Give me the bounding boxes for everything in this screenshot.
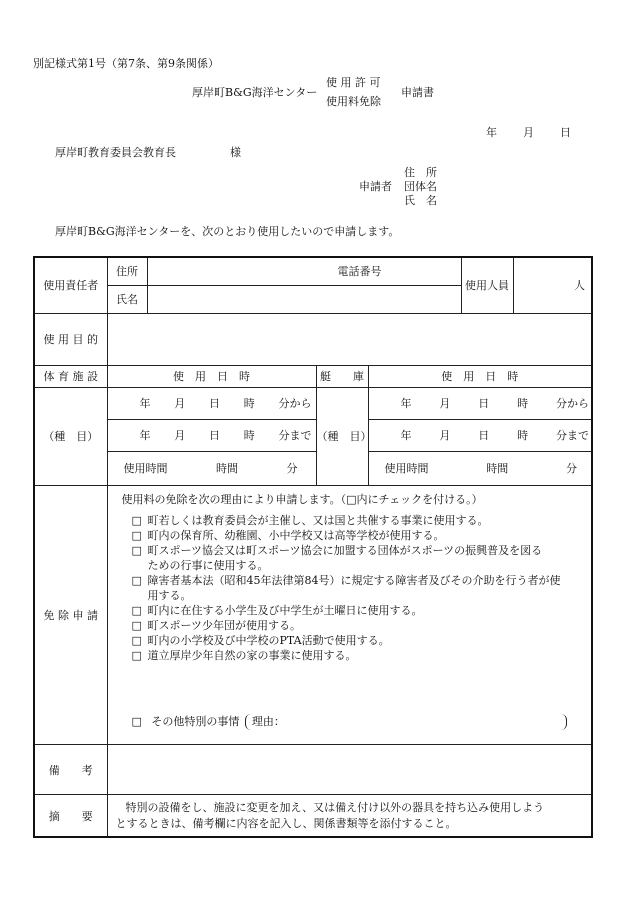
exemption-item-checkbox[interactable]: □ (131, 633, 142, 647)
boathouse-datetime-label: 使 用 日 時 (368, 365, 592, 387)
group-label: 団体名 (404, 180, 437, 193)
honorific: 様 (230, 146, 241, 159)
exemption-item (132, 603, 584, 618)
gym-end-year: 年 (139, 429, 151, 443)
gym-end-until: 分まで (278, 429, 312, 443)
manager-name-field[interactable] (147, 285, 461, 313)
boathouse-start-hour: 時 (517, 397, 529, 411)
exemption-other-row (132, 714, 567, 730)
gym-usage-time-label: 使用時間 (123, 462, 168, 476)
exemption-item-checkbox[interactable]: □ (131, 648, 142, 662)
type-option-permission: 使 用 許 可 (326, 76, 381, 89)
boathouse-start-year: 年 (400, 397, 412, 411)
manager-address-label: 住所 (107, 257, 147, 285)
users-label: 使用人員 (461, 257, 513, 313)
gym-start-from: 分から (278, 397, 312, 411)
exemption-reason-list (132, 513, 584, 663)
gym-start-datetime-field[interactable] (107, 387, 316, 419)
type-option-exemption: 使用料免除 (326, 95, 381, 108)
manager-name-label: 氏名 (107, 285, 147, 313)
gym-usage-time-field[interactable] (107, 451, 316, 485)
gym-end-datetime-field[interactable] (107, 419, 316, 451)
date-year: 年 (486, 126, 497, 139)
exemption-item-checkbox[interactable]: □ (131, 573, 142, 587)
boathouse-start-datetime-field[interactable] (368, 387, 592, 419)
boathouse-usage-hours: 時間 (486, 462, 509, 476)
exemption-item (132, 573, 584, 588)
address-label: 住 所 (404, 166, 437, 179)
exemption-item-text: 町スポーツ協会又は町スポーツ協会に加盟する団体がスポーツの振興普及を図る (147, 543, 543, 557)
boathouse-end-until: 分まで (556, 429, 589, 443)
users-field[interactable] (513, 257, 592, 313)
gym-end-day: 日 (209, 429, 220, 443)
gym-usage-hours: 時間 (216, 462, 238, 476)
exemption-item-text: 町内に在住する小学生及び中学生が土曜日に使用する。 (147, 603, 423, 617)
exemption-item (132, 543, 584, 558)
exemption-item-checkbox[interactable]: □ (131, 543, 142, 557)
exemption-label: 免 除 申 請 (34, 485, 107, 744)
exemption-item-text: 障害者基本法（昭和45年法律第84号）に規定する障害者及びその介助を行う者が使 (147, 573, 561, 587)
exemption-reason-label: 理由： (251, 714, 285, 728)
exemption-item (132, 513, 584, 528)
gym-start-month: 月 (174, 397, 186, 411)
summary-line-2: とするときは、備考欄に内容を記入し、関係書類等を添付すること。 (115, 816, 457, 830)
summary-label-text: 摘 要 (48, 809, 93, 823)
exemption-item-text: 道立厚岸少年自然の家の事業に使用する。 (147, 648, 357, 662)
exemption-reason-field[interactable] (245, 714, 567, 730)
phone-label: 電話番号 (337, 265, 382, 278)
exemption-item-checkbox[interactable]: □ (131, 618, 142, 632)
boathouse-label: 艇 庫 (316, 365, 368, 387)
boathouse-end-month: 月 (439, 429, 451, 443)
application-form-table (33, 256, 593, 838)
document-kind: 申請書 (401, 86, 434, 99)
boathouse-end-day: 日 (478, 429, 490, 443)
gym-start-hour: 時 (243, 397, 255, 411)
intro-text: 厚岸町B&G海洋センターを、次のとおり使用したいので申請します。 (55, 225, 400, 238)
exemption-section (107, 485, 592, 744)
exemption-item (132, 633, 584, 648)
exemption-item (132, 528, 584, 543)
summary-label (34, 795, 107, 837)
gym-end-hour: 時 (243, 429, 255, 443)
exemption-item-checkbox[interactable]: □ (131, 528, 142, 542)
boathouse-usage-minutes: 分 (566, 462, 577, 476)
exemption-item-text: 町内の保育所、幼稚園、小中学校又は高等学校が使用する。 (147, 528, 445, 542)
gym-datetime-label: 使 用 日 時 (107, 365, 316, 387)
exemption-item-text: 町スポーツ少年団が使用する。 (147, 618, 302, 632)
boathouse-usage-time-label: 使用時間 (384, 462, 429, 476)
facility-name: 厚岸町B&G海洋センター (192, 86, 318, 99)
summary-note (107, 795, 592, 837)
exemption-item-text: 町若しくは教育委員会が主催し、又は国と共催する事業に使用する。 (147, 513, 489, 527)
manager-address-field[interactable] (147, 257, 461, 285)
boathouse-start-from: 分から (556, 397, 589, 411)
boathouse-start-day: 日 (478, 397, 490, 411)
exemption-other-checkbox[interactable]: □ (131, 714, 142, 728)
gym-usage-minutes: 分 (286, 462, 298, 476)
applicant-label: 申請者 (359, 180, 392, 193)
gym-start-year: 年 (139, 397, 151, 411)
remarks-label (34, 745, 107, 795)
name-label: 氏 名 (404, 194, 437, 207)
exemption-item (132, 648, 584, 663)
users-unit: 人 (574, 279, 586, 293)
exemption-lead: 使用料の免除を次の理由により申請します。（□内にチェックを付ける。） (121, 492, 483, 506)
date-month: 月 (523, 126, 534, 139)
addressee: 厚岸町教育委員会教育長 (55, 146, 176, 159)
purpose-label: 使 用 目 的 (34, 313, 107, 365)
exemption-item (132, 618, 584, 633)
gym-end-month: 月 (174, 429, 186, 443)
exemption-item-continuation: 用する。 (147, 588, 192, 602)
form-number: 別記様式第1号（第7条、第9条関係） (33, 57, 219, 70)
boathouse-end-datetime-field[interactable] (368, 419, 592, 451)
boathouse-end-hour: 時 (517, 429, 529, 443)
gym-label: 体 育 施 設 (34, 365, 107, 387)
exemption-item-checkbox[interactable]: □ (131, 513, 142, 527)
exemption-item-text: 町内の小学校及び中学校のPTA活動で使用する。 (147, 633, 390, 647)
date-day: 日 (560, 126, 571, 139)
gym-start-day: 日 (209, 397, 220, 411)
exemption-item-continuation: ための行事に使用する。 (147, 558, 269, 572)
remarks-label-text: 備 考 (48, 763, 93, 777)
purpose-field[interactable] (107, 313, 592, 365)
manager-label: 使用責任者 (34, 257, 107, 313)
boathouse-type-label: （種 目） (316, 387, 368, 485)
exemption-item-checkbox[interactable]: □ (131, 603, 142, 617)
boathouse-start-month: 月 (439, 397, 451, 411)
boathouse-end-year: 年 (400, 429, 412, 443)
summary-line-1: 特別の設備をし、施設に変更を加え、又は備え付け以外の器具を持ち込み使用しよう (125, 800, 545, 814)
gym-type-label: （種 目） (34, 387, 107, 485)
boathouse-usage-time-field[interactable] (368, 451, 592, 485)
exemption-other-label: その他特別の事情 (151, 714, 240, 728)
remarks-field[interactable] (107, 745, 592, 795)
